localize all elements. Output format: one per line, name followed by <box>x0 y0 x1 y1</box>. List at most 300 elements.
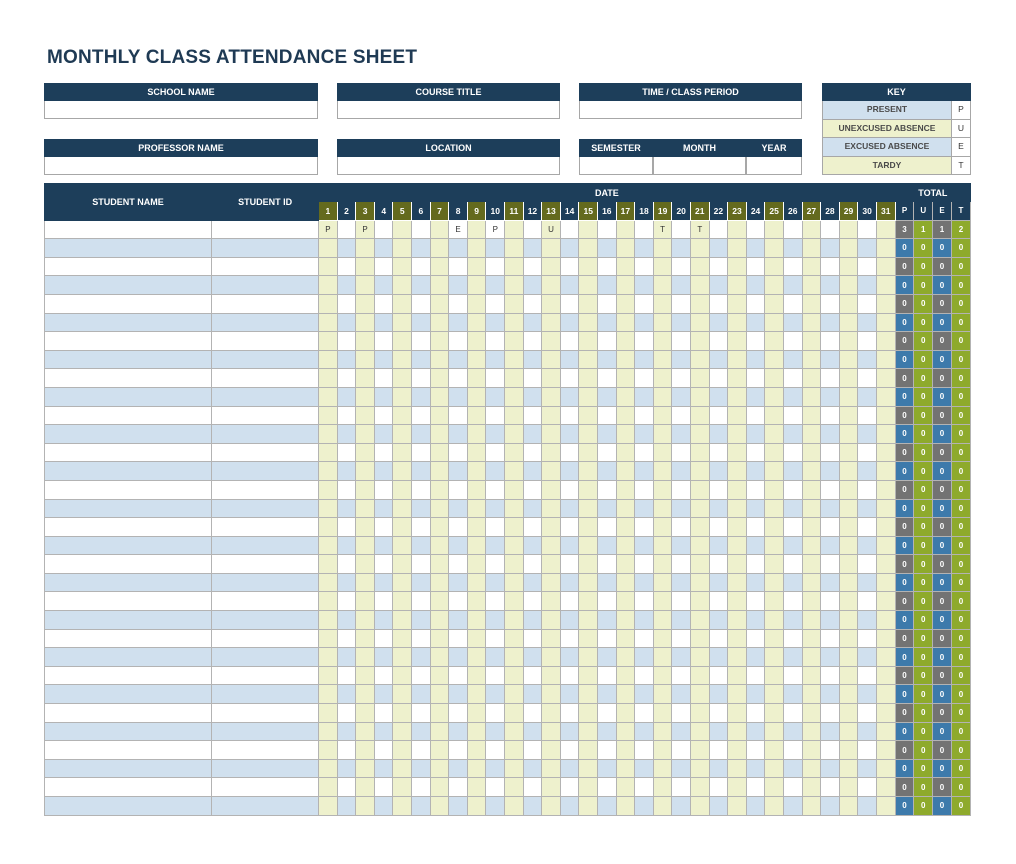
attendance-cell[interactable] <box>821 369 840 388</box>
student-name-cell[interactable] <box>45 573 212 592</box>
attendance-cell[interactable] <box>579 406 598 425</box>
attendance-cell[interactable] <box>337 257 356 276</box>
attendance-cell[interactable] <box>337 387 356 406</box>
attendance-cell[interactable] <box>337 611 356 630</box>
attendance-cell[interactable] <box>821 425 840 444</box>
attendance-cell[interactable] <box>876 462 895 481</box>
attendance-cell[interactable] <box>821 387 840 406</box>
attendance-cell[interactable] <box>672 462 691 481</box>
student-name-cell[interactable] <box>45 797 212 816</box>
attendance-cell[interactable] <box>635 387 654 406</box>
attendance-cell[interactable] <box>635 759 654 778</box>
attendance-cell[interactable] <box>728 555 747 574</box>
attendance-cell[interactable] <box>802 462 821 481</box>
attendance-cell[interactable] <box>858 629 877 648</box>
attendance-cell[interactable] <box>709 220 728 239</box>
attendance-cell[interactable] <box>672 443 691 462</box>
attendance-cell[interactable] <box>653 741 672 760</box>
attendance-cell[interactable] <box>412 629 431 648</box>
attendance-cell[interactable] <box>802 592 821 611</box>
attendance-cell[interactable] <box>635 704 654 723</box>
attendance-cell[interactable] <box>467 685 486 704</box>
attendance-cell[interactable] <box>709 294 728 313</box>
attendance-cell[interactable] <box>560 759 579 778</box>
attendance-cell[interactable] <box>690 276 709 295</box>
attendance-cell[interactable] <box>635 666 654 685</box>
attendance-cell[interactable] <box>560 648 579 667</box>
attendance-cell[interactable] <box>430 425 449 444</box>
attendance-cell[interactable] <box>505 480 524 499</box>
attendance-cell[interactable] <box>523 369 542 388</box>
attendance-cell[interactable] <box>802 573 821 592</box>
attendance-cell[interactable] <box>523 425 542 444</box>
attendance-cell[interactable] <box>672 425 691 444</box>
attendance-cell[interactable] <box>449 406 468 425</box>
attendance-cell[interactable] <box>746 443 765 462</box>
attendance-cell[interactable] <box>393 518 412 537</box>
attendance-cell[interactable] <box>783 332 802 351</box>
attendance-cell[interactable] <box>616 480 635 499</box>
attendance-cell[interactable] <box>858 443 877 462</box>
attendance-cell[interactable] <box>839 499 858 518</box>
attendance-cell[interactable] <box>616 666 635 685</box>
attendance-cell[interactable] <box>821 722 840 741</box>
attendance-cell[interactable] <box>709 239 728 258</box>
attendance-cell[interactable] <box>635 406 654 425</box>
attendance-cell[interactable] <box>635 350 654 369</box>
attendance-cell[interactable] <box>839 350 858 369</box>
attendance-cell[interactable] <box>709 555 728 574</box>
attendance-cell[interactable] <box>393 611 412 630</box>
attendance-cell[interactable] <box>709 350 728 369</box>
attendance-cell[interactable] <box>542 332 561 351</box>
attendance-cell[interactable] <box>746 499 765 518</box>
attendance-cell[interactable] <box>858 239 877 258</box>
attendance-cell[interactable] <box>356 387 375 406</box>
attendance-cell[interactable] <box>560 499 579 518</box>
attendance-cell[interactable] <box>412 666 431 685</box>
attendance-cell[interactable] <box>430 518 449 537</box>
attendance-cell[interactable] <box>523 332 542 351</box>
attendance-cell[interactable] <box>802 536 821 555</box>
attendance-cell[interactable] <box>616 536 635 555</box>
attendance-cell[interactable] <box>690 425 709 444</box>
attendance-cell[interactable] <box>672 294 691 313</box>
attendance-cell[interactable] <box>765 629 784 648</box>
attendance-cell[interactable] <box>356 648 375 667</box>
attendance-cell[interactable] <box>560 666 579 685</box>
attendance-cell[interactable] <box>672 592 691 611</box>
attendance-cell[interactable] <box>635 518 654 537</box>
attendance-cell[interactable] <box>542 741 561 760</box>
attendance-cell[interactable] <box>876 257 895 276</box>
attendance-cell[interactable] <box>728 443 747 462</box>
attendance-cell[interactable] <box>598 592 617 611</box>
attendance-cell[interactable] <box>728 611 747 630</box>
student-id-cell[interactable] <box>212 499 319 518</box>
student-name-cell[interactable] <box>45 499 212 518</box>
attendance-cell[interactable] <box>486 666 505 685</box>
attendance-cell[interactable] <box>523 443 542 462</box>
student-name-cell[interactable] <box>45 332 212 351</box>
attendance-cell[interactable] <box>802 797 821 816</box>
student-name-cell[interactable] <box>45 313 212 332</box>
attendance-cell[interactable] <box>876 536 895 555</box>
attendance-cell[interactable] <box>616 741 635 760</box>
attendance-cell[interactable] <box>635 480 654 499</box>
attendance-cell[interactable] <box>746 332 765 351</box>
attendance-cell[interactable] <box>858 555 877 574</box>
attendance-cell[interactable] <box>821 778 840 797</box>
attendance-cell[interactable] <box>616 499 635 518</box>
attendance-cell[interactable] <box>374 797 393 816</box>
student-id-cell[interactable] <box>212 313 319 332</box>
attendance-cell[interactable] <box>690 406 709 425</box>
attendance-cell[interactable] <box>393 741 412 760</box>
attendance-cell[interactable] <box>802 276 821 295</box>
attendance-cell[interactable] <box>653 387 672 406</box>
attendance-cell[interactable] <box>467 555 486 574</box>
attendance-cell[interactable] <box>430 759 449 778</box>
attendance-cell[interactable] <box>319 555 338 574</box>
attendance-cell[interactable] <box>876 759 895 778</box>
attendance-cell[interactable] <box>746 518 765 537</box>
attendance-cell[interactable] <box>430 276 449 295</box>
attendance-cell[interactable] <box>672 369 691 388</box>
attendance-cell[interactable] <box>505 239 524 258</box>
attendance-cell[interactable] <box>579 722 598 741</box>
attendance-cell[interactable] <box>709 332 728 351</box>
attendance-cell[interactable] <box>802 387 821 406</box>
attendance-cell[interactable] <box>467 443 486 462</box>
attendance-cell[interactable] <box>858 704 877 723</box>
attendance-cell[interactable] <box>412 313 431 332</box>
attendance-cell[interactable] <box>765 220 784 239</box>
attendance-cell[interactable] <box>746 778 765 797</box>
attendance-cell[interactable] <box>449 257 468 276</box>
attendance-cell[interactable] <box>746 294 765 313</box>
attendance-cell[interactable] <box>356 797 375 816</box>
attendance-cell[interactable] <box>412 778 431 797</box>
student-id-cell[interactable] <box>212 704 319 723</box>
month-input[interactable] <box>653 157 746 175</box>
attendance-cell[interactable] <box>690 313 709 332</box>
attendance-cell[interactable] <box>319 741 338 760</box>
attendance-cell[interactable] <box>337 220 356 239</box>
attendance-cell[interactable] <box>783 666 802 685</box>
attendance-cell[interactable] <box>449 759 468 778</box>
attendance-cell[interactable] <box>467 313 486 332</box>
attendance-cell[interactable] <box>486 239 505 258</box>
attendance-cell[interactable] <box>598 685 617 704</box>
attendance-cell[interactable] <box>690 536 709 555</box>
attendance-cell[interactable] <box>598 536 617 555</box>
attendance-cell[interactable] <box>467 722 486 741</box>
attendance-cell[interactable] <box>412 536 431 555</box>
attendance-cell[interactable] <box>337 536 356 555</box>
attendance-cell[interactable] <box>319 387 338 406</box>
school-name-input[interactable] <box>44 101 318 119</box>
attendance-cell[interactable] <box>560 536 579 555</box>
attendance-cell[interactable] <box>393 313 412 332</box>
attendance-cell[interactable] <box>560 741 579 760</box>
attendance-cell[interactable] <box>393 685 412 704</box>
attendance-cell[interactable] <box>672 611 691 630</box>
attendance-cell[interactable] <box>876 332 895 351</box>
attendance-cell[interactable] <box>765 741 784 760</box>
attendance-cell[interactable] <box>430 313 449 332</box>
attendance-cell[interactable] <box>486 518 505 537</box>
student-name-cell[interactable] <box>45 294 212 313</box>
attendance-cell[interactable] <box>690 573 709 592</box>
attendance-cell[interactable] <box>337 443 356 462</box>
attendance-cell[interactable] <box>337 294 356 313</box>
attendance-cell[interactable] <box>783 387 802 406</box>
attendance-cell[interactable] <box>876 592 895 611</box>
attendance-cell[interactable] <box>653 406 672 425</box>
attendance-cell[interactable] <box>319 666 338 685</box>
attendance-cell[interactable] <box>858 406 877 425</box>
attendance-cell[interactable] <box>876 425 895 444</box>
student-name-cell[interactable] <box>45 778 212 797</box>
attendance-cell[interactable] <box>802 778 821 797</box>
student-id-cell[interactable] <box>212 276 319 295</box>
student-name-cell[interactable] <box>45 722 212 741</box>
attendance-cell[interactable] <box>542 797 561 816</box>
attendance-cell[interactable] <box>523 722 542 741</box>
attendance-cell[interactable] <box>672 499 691 518</box>
attendance-cell[interactable] <box>467 239 486 258</box>
attendance-cell[interactable] <box>802 629 821 648</box>
attendance-cell[interactable] <box>765 499 784 518</box>
attendance-cell[interactable] <box>802 685 821 704</box>
attendance-cell[interactable] <box>858 462 877 481</box>
attendance-cell[interactable] <box>560 294 579 313</box>
attendance-cell[interactable] <box>690 369 709 388</box>
student-name-cell[interactable] <box>45 666 212 685</box>
attendance-cell[interactable] <box>876 480 895 499</box>
attendance-cell[interactable] <box>839 406 858 425</box>
attendance-cell[interactable] <box>839 741 858 760</box>
attendance-cell[interactable] <box>560 592 579 611</box>
attendance-cell[interactable] <box>393 294 412 313</box>
attendance-cell[interactable] <box>635 276 654 295</box>
attendance-cell[interactable] <box>412 239 431 258</box>
attendance-cell[interactable] <box>560 611 579 630</box>
attendance-cell[interactable] <box>690 741 709 760</box>
attendance-cell[interactable] <box>783 443 802 462</box>
attendance-cell[interactable] <box>356 239 375 258</box>
attendance-cell[interactable] <box>839 704 858 723</box>
attendance-cell[interactable] <box>579 648 598 667</box>
attendance-cell[interactable] <box>374 239 393 258</box>
attendance-cell[interactable] <box>858 313 877 332</box>
attendance-cell[interactable] <box>486 369 505 388</box>
attendance-cell[interactable] <box>393 239 412 258</box>
attendance-cell[interactable] <box>709 704 728 723</box>
attendance-cell[interactable] <box>449 276 468 295</box>
attendance-cell[interactable] <box>783 555 802 574</box>
attendance-cell[interactable] <box>672 480 691 499</box>
attendance-cell[interactable] <box>839 462 858 481</box>
attendance-cell[interactable] <box>374 480 393 499</box>
attendance-cell[interactable] <box>542 480 561 499</box>
attendance-cell[interactable] <box>393 257 412 276</box>
attendance-cell[interactable] <box>337 555 356 574</box>
attendance-cell[interactable] <box>746 759 765 778</box>
attendance-cell[interactable] <box>839 239 858 258</box>
attendance-cell[interactable] <box>412 406 431 425</box>
student-id-cell[interactable] <box>212 741 319 760</box>
attendance-cell[interactable] <box>802 611 821 630</box>
attendance-cell[interactable] <box>374 685 393 704</box>
attendance-cell[interactable] <box>523 536 542 555</box>
attendance-cell[interactable] <box>542 704 561 723</box>
attendance-cell[interactable] <box>709 499 728 518</box>
attendance-cell[interactable] <box>356 313 375 332</box>
attendance-cell[interactable] <box>876 648 895 667</box>
attendance-cell[interactable] <box>337 741 356 760</box>
attendance-cell[interactable] <box>616 518 635 537</box>
attendance-cell[interactable] <box>783 257 802 276</box>
attendance-cell[interactable] <box>319 480 338 499</box>
student-id-cell[interactable] <box>212 294 319 313</box>
attendance-cell[interactable] <box>337 332 356 351</box>
attendance-cell[interactable] <box>560 406 579 425</box>
attendance-cell[interactable] <box>802 257 821 276</box>
attendance-cell[interactable] <box>858 666 877 685</box>
student-name-cell[interactable] <box>45 592 212 611</box>
attendance-cell[interactable]: E <box>449 220 468 239</box>
attendance-cell[interactable] <box>374 313 393 332</box>
attendance-cell[interactable] <box>728 276 747 295</box>
attendance-cell[interactable] <box>560 239 579 258</box>
attendance-cell[interactable] <box>449 741 468 760</box>
attendance-cell[interactable] <box>393 555 412 574</box>
attendance-cell[interactable] <box>783 350 802 369</box>
attendance-cell[interactable] <box>653 666 672 685</box>
student-name-cell[interactable] <box>45 480 212 499</box>
attendance-cell[interactable] <box>374 462 393 481</box>
attendance-cell[interactable] <box>672 406 691 425</box>
attendance-cell[interactable] <box>467 759 486 778</box>
attendance-cell[interactable] <box>728 350 747 369</box>
attendance-cell[interactable] <box>783 462 802 481</box>
attendance-cell[interactable] <box>858 611 877 630</box>
attendance-cell[interactable] <box>449 350 468 369</box>
attendance-cell[interactable] <box>765 276 784 295</box>
attendance-cell[interactable] <box>319 332 338 351</box>
attendance-cell[interactable] <box>449 313 468 332</box>
attendance-cell[interactable] <box>393 666 412 685</box>
attendance-cell[interactable] <box>635 443 654 462</box>
attendance-cell[interactable] <box>412 722 431 741</box>
attendance-cell[interactable] <box>746 741 765 760</box>
attendance-cell[interactable] <box>449 778 468 797</box>
student-name-cell[interactable] <box>45 220 212 239</box>
attendance-cell[interactable] <box>728 220 747 239</box>
attendance-cell[interactable] <box>746 239 765 258</box>
attendance-cell[interactable] <box>858 294 877 313</box>
attendance-cell[interactable] <box>560 778 579 797</box>
attendance-cell[interactable] <box>821 294 840 313</box>
attendance-cell[interactable] <box>319 369 338 388</box>
attendance-cell[interactable] <box>523 555 542 574</box>
attendance-cell[interactable] <box>672 759 691 778</box>
attendance-cell[interactable] <box>709 369 728 388</box>
attendance-cell[interactable] <box>598 611 617 630</box>
attendance-cell[interactable] <box>709 257 728 276</box>
attendance-cell[interactable] <box>821 499 840 518</box>
attendance-cell[interactable] <box>412 573 431 592</box>
attendance-cell[interactable] <box>356 573 375 592</box>
attendance-cell[interactable] <box>635 741 654 760</box>
attendance-cell[interactable] <box>337 629 356 648</box>
attendance-cell[interactable] <box>505 443 524 462</box>
attendance-cell[interactable] <box>709 666 728 685</box>
attendance-cell[interactable] <box>839 387 858 406</box>
attendance-cell[interactable] <box>337 704 356 723</box>
attendance-cell[interactable] <box>802 741 821 760</box>
attendance-cell[interactable] <box>337 369 356 388</box>
attendance-cell[interactable] <box>839 573 858 592</box>
attendance-cell[interactable] <box>542 350 561 369</box>
attendance-cell[interactable] <box>374 257 393 276</box>
attendance-cell[interactable] <box>412 220 431 239</box>
attendance-cell[interactable] <box>783 536 802 555</box>
attendance-cell[interactable] <box>374 759 393 778</box>
attendance-cell[interactable] <box>486 313 505 332</box>
attendance-cell[interactable] <box>876 797 895 816</box>
attendance-cell[interactable] <box>393 499 412 518</box>
attendance-cell[interactable] <box>690 499 709 518</box>
attendance-cell[interactable] <box>467 666 486 685</box>
attendance-cell[interactable] <box>765 722 784 741</box>
attendance-cell[interactable] <box>356 406 375 425</box>
attendance-cell[interactable] <box>839 666 858 685</box>
attendance-cell[interactable] <box>858 759 877 778</box>
attendance-cell[interactable] <box>876 573 895 592</box>
attendance-cell[interactable] <box>560 629 579 648</box>
student-name-cell[interactable] <box>45 611 212 630</box>
attendance-cell[interactable] <box>821 573 840 592</box>
attendance-cell[interactable] <box>523 480 542 499</box>
attendance-cell[interactable] <box>709 536 728 555</box>
student-id-cell[interactable] <box>212 239 319 258</box>
attendance-cell[interactable] <box>876 555 895 574</box>
attendance-cell[interactable] <box>802 406 821 425</box>
attendance-cell[interactable] <box>728 704 747 723</box>
student-name-cell[interactable] <box>45 257 212 276</box>
attendance-cell[interactable] <box>486 462 505 481</box>
attendance-cell[interactable] <box>746 220 765 239</box>
attendance-cell[interactable] <box>746 425 765 444</box>
attendance-cell[interactable] <box>449 425 468 444</box>
attendance-cell[interactable] <box>374 555 393 574</box>
attendance-cell[interactable] <box>412 611 431 630</box>
attendance-cell[interactable] <box>412 332 431 351</box>
attendance-cell[interactable] <box>393 276 412 295</box>
attendance-cell[interactable] <box>746 722 765 741</box>
attendance-cell[interactable] <box>783 629 802 648</box>
attendance-cell[interactable] <box>467 778 486 797</box>
attendance-cell[interactable] <box>542 406 561 425</box>
student-id-cell[interactable] <box>212 462 319 481</box>
attendance-cell[interactable] <box>709 480 728 499</box>
attendance-cell[interactable] <box>765 778 784 797</box>
attendance-cell[interactable] <box>467 332 486 351</box>
attendance-cell[interactable] <box>616 257 635 276</box>
